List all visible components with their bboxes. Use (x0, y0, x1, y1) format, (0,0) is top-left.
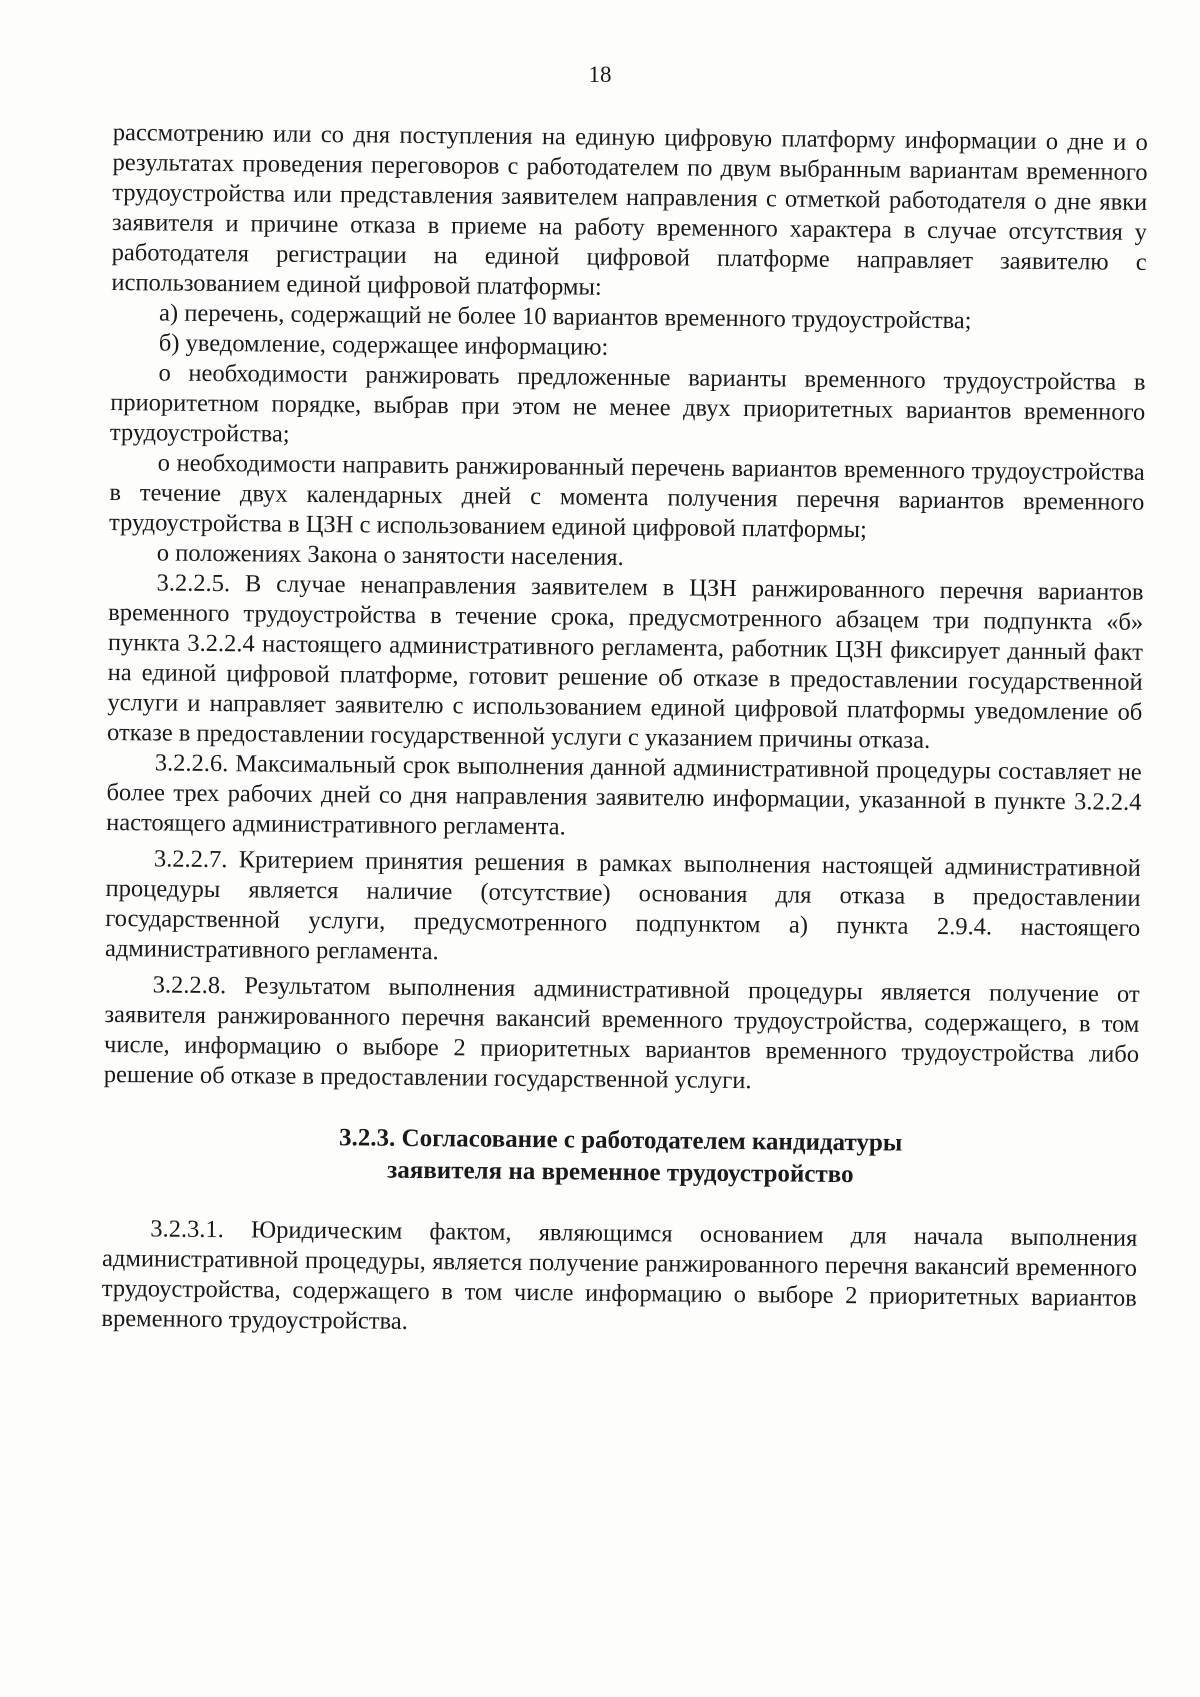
clause-3-2-2-7: 3.2.2.7. Критерием принятия решения в рамках выполнения настоящей административной процедуры является наличие (отсутствие) основания для отказа в предоставлении государственной услуги, предусмотренного подпунктом а) пункта 2.9.4. настоящего административного регламента. (104, 845, 1141, 966)
paragraph-continuation: рассмотрению или со дня поступления на единую цифровую платформу информации о дне и о результатах проведения переговоров с работодателем по двум выбранным вариантам временного трудоустройства или представления заявителем направления с отметкой работодателя о дне явки заявителя и причине отказа в приеме на работу временного характера в случае отсутствия у работодателя регистрации на единой цифровой платформе направляет заявителю с использованием единой цифровой платформы: (111, 118, 1148, 301)
list-item-a: а) перечень, содержащий не более 10 вариантов временного трудоустройства; (159, 299, 972, 335)
section-heading-line-1: 3.2.3. Согласование с работодателем кандидатуры (338, 1124, 903, 1157)
sub-item-ranking: о необходимости ранжировать предложенные варианты временного трудоустройства в приоритетном порядке, выбрав при этом не менее двух приоритетных вариантов временного трудоустройства; (109, 359, 1146, 448)
sub-item-send-list: о необходимости направить ранжированный перечень вариантов временного трудоустройства в течение двух календарных дней с момента получения перечня вариантов временного трудоустройства в ЦЗН с использованием единой цифровой платформы; (108, 449, 1145, 544)
section-heading (103, 1120, 1139, 1194)
clause-3-2-3-1: 3.2.3.1. Юридическим фактом, являющимся основанием для начала выполнения административной процедуры, является получение ранжированного перечня вакансий временного трудоустройства, содержащего в том числе информацию о выборе 2 приоритетных вариантов временного трудоустройства. (101, 1215, 1138, 1335)
page-number: 18 (588, 62, 612, 87)
sub-item-law: о положениях Закона о занятости населения. (156, 539, 624, 571)
clause-3-2-2-6: 3.2.2.6. Максимальный срок выполнения данной административной процедуры составляет не более трех рабочих дней со дня направления заявителю информации, указанной в пункте 3.2.2.4 настоящего административного регламента. (106, 749, 1142, 841)
list-item-b: б) уведомление, содержащее информацию: (158, 329, 609, 361)
clause-3-2-2-5: 3.2.2.5. В случае ненаправления заявителем в ЦЗН ранжированного перечня вариантов временного трудоустройства в течение срока, предусмотренного абзацем три подпункта «б» пункта 3.2.2.4 настоящего административного регламента, работник ЦЗН фиксирует данный факт на единой цифровой платформе, готовит решение об отказе в предоставлении государственной услуги и направляет заявителю с использованием единой цифровой платформы уведомление об отказе в предоставлении государственной услуги с указанием причины отказа. (106, 569, 1144, 754)
document-body (101, 118, 1148, 1344)
clause-3-2-2-8: 3.2.2.8. Результатом выполнения административной процедуры является получение от заявителя ранжированного перечня вакансий временного трудоустройства, содержащего, в том числе, информацию о выборе 2 приоритетных вариантов временного трудоустройства либо решение об отказе в предоставлении государственной услуги. (103, 971, 1140, 1095)
section-heading-line-2: заявителя на временное трудоустройство (387, 1156, 854, 1189)
